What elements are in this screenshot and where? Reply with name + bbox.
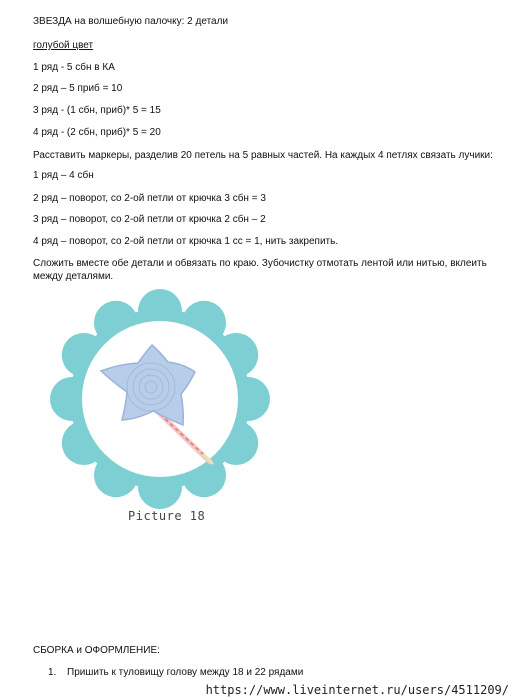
row-1: 1 ряд - 5 сбн в КА [33,62,115,73]
assembly-instruction: Сложить вместе обе детали и обвязать по краю. Зубочистку отмотать лентой или нитью, вклеить между деталями. [33,258,487,282]
ray-row-1: 1 ряд – 4 сбн [33,170,94,181]
section-heading: СБОРКА и ОФОРМЛЕНИЕ: [33,645,160,656]
list-item-number: 1. [48,667,57,678]
ray-row-2: 2 ряд – поворот, со 2-ой петли от крючка 3 сбн = 3 [33,193,266,204]
ray-row-4: 4 ряд – поворот, со 2-ой петли от крючка 1 сс = 1, нить закрепить. [33,236,339,247]
color-label: голубой цвет [33,40,94,51]
ray-row-3: 3 ряд – поворот, со 2-ой петли от крючка 2 сбн – 2 [33,214,266,225]
row-2: 2 ряд – 5 приб = 10 [33,83,123,94]
list-item [48,666,303,679]
doc-title: ЗВЕЗДА на волшебную палочку: 2 детали [33,16,229,27]
markers-instruction: Расставить маркеры, разделив 20 петель на 5 равных частей. На каждых 4 петлях связать лучики: [33,150,493,161]
row-4: 4 ряд - (2 сбн, приб)* 5 = 20 [33,127,161,138]
row-3: 3 ряд - (1 сбн, приб)* 5 = 15 [33,105,161,116]
figure-caption: Picture 18 [128,509,206,523]
list-item-text: Пришить к туловищу голову между 18 и 22 рядами [67,667,304,678]
source-watermark: https://www.liveinternet.ru/users/4511209/ [205,683,509,697]
